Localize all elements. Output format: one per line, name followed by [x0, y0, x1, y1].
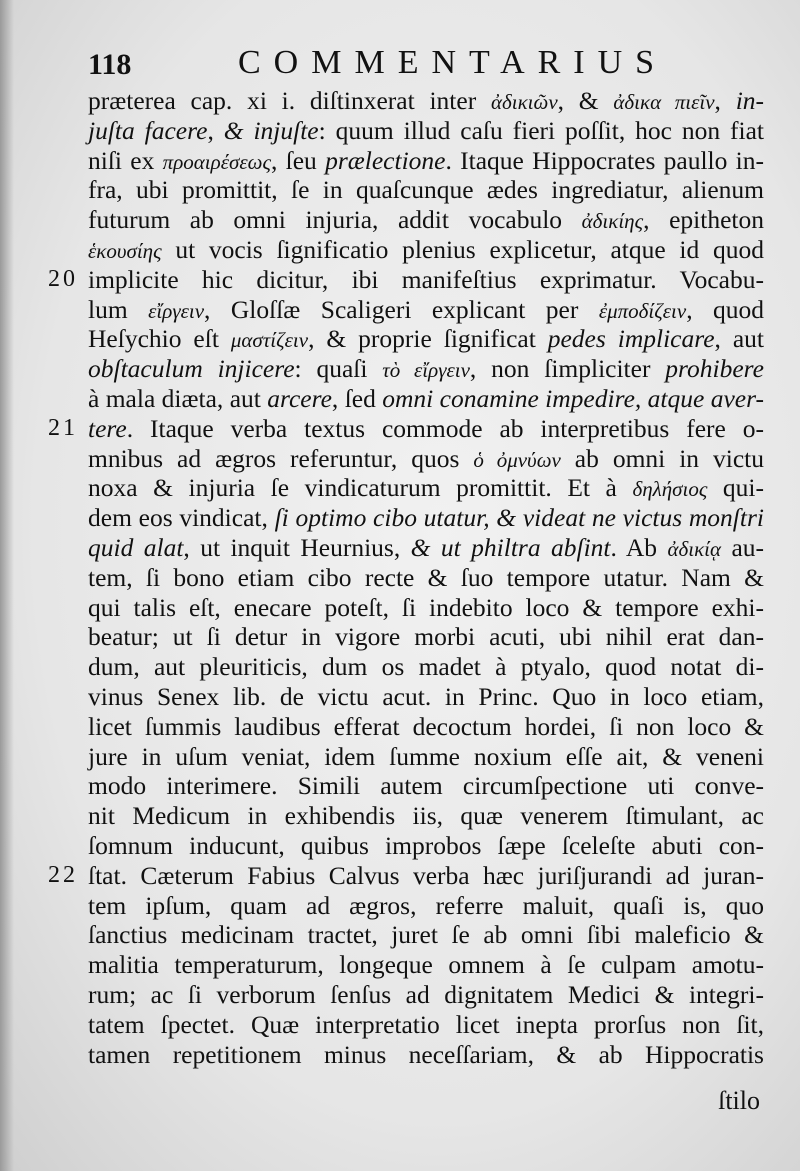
margin-line-number: 21: [48, 414, 78, 441]
catchword: ſtilo: [718, 1086, 760, 1115]
text-line: [88, 444, 764, 474]
text-line: [88, 354, 764, 384]
text-span: tatem ſpectet. Quæ interpretatio licet inepta prorſus non ſit,: [88, 1009, 764, 1039]
greek-word: εἴργειν: [148, 298, 205, 323]
running-head: COMMENTARIUS: [238, 44, 668, 81]
text-span: ſanctius medicinam tractet, juret ſe ab omni ſibi maleficio &: [88, 920, 764, 950]
text-line: [48, 413, 764, 444]
text-line: [88, 980, 764, 1010]
page-header: [88, 44, 748, 86]
text-line: [88, 235, 764, 265]
text-line: [88, 205, 764, 235]
italic-text: ſi optimo cibo utatur, & videat ne victus monſtri: [274, 503, 764, 533]
text-span: implicite hic dicitur, ibi manifeſtius exprimatur. Vocabu-: [88, 264, 764, 294]
text-line: [88, 116, 764, 146]
text-line: [88, 563, 764, 593]
text-span: qui-: [707, 473, 764, 503]
text-span: rum; ac ſi verborum ſenſus ad dignitatem Medici & integri-: [88, 979, 764, 1009]
text-span: tem ipſum, quam ad ægros, referre maluit, quaſi is, quo: [88, 890, 764, 920]
greek-word: ἑκουσίης: [88, 238, 162, 263]
greek-word: ἐμποδίζειν: [598, 298, 687, 323]
text-span: ut vocis ſignificatio plenius explicetur, atque id quod: [161, 234, 764, 264]
text-line: [88, 175, 764, 205]
text-line: [48, 860, 764, 891]
greek-word: ἀδικα πιεῖν: [613, 90, 715, 114]
text-span: , epitheton: [643, 205, 764, 235]
text-span: mnibus ad ægros referuntur, quos: [88, 443, 474, 473]
text-span: tamen repetitionem minus neceſſariam, & ab Hippocratis: [88, 1039, 764, 1069]
text-span: qui talis eſt, enecare poteſt, ſi indebito loco & tempore exhi-: [88, 592, 764, 622]
text-span: modo interimere. Simili autem circumſpectione uti conve-: [88, 771, 764, 801]
text-span: . Itaque Hippocrates paullo in-: [445, 145, 765, 175]
body-text: [48, 86, 765, 1069]
text-span: fra, ubi promittit, ſe in quaſcunque ædes ingrediatur, alienum: [88, 175, 764, 205]
text-span: ,: [207, 115, 224, 145]
greek-word: ἀδικίᾳ: [667, 536, 722, 561]
text-line: [88, 950, 764, 980]
text-line: [48, 264, 764, 295]
italic-text: in-: [735, 86, 765, 115]
text-span: dem eos vindicat,: [88, 503, 275, 533]
text-line: [88, 771, 764, 801]
text-line: [88, 324, 764, 354]
text-line: [88, 712, 764, 742]
text-line: [88, 891, 764, 921]
text-span: jure in uſum veniat, idem ſumme noxium eſſe ait, & veneni: [88, 741, 764, 771]
text-span: tem, ſi bono etiam cibo recte & ſuo tempore utatur. Nam &: [88, 562, 764, 592]
text-line: [88, 1010, 764, 1040]
page-number: 118: [88, 48, 132, 81]
text-span: . Itaque verba textus commode ab interpretibus fere o-: [126, 413, 764, 443]
text-span: , & proprie ſignificat: [308, 324, 548, 354]
italic-text: quid alat: [88, 532, 184, 562]
text-line: [88, 831, 764, 861]
text-span: , ut inquit Heurnius,: [183, 532, 411, 562]
text-span: ſtat. Cæterum Fabius Calvus verba hæc juriſjurandi ad juran-: [88, 860, 764, 890]
greek-word: προαιρέσεως: [162, 149, 271, 174]
text-line: [88, 622, 764, 652]
text-span: , quod: [686, 294, 765, 324]
greek-word: δηλήσιος: [632, 477, 708, 502]
text-span: licet ſummis laudibus efferat decoctum hordei, ſi non loco &: [88, 711, 764, 741]
italic-text: & injuſte: [223, 115, 319, 145]
margin-line-number: 20: [48, 265, 78, 292]
text-span: dum, aut pleuriticis, dum os madet à ptyalo, quod notat di-: [88, 652, 764, 682]
greek-word: ἀδικιῶν: [490, 90, 558, 114]
italic-text: juſta facere: [88, 115, 208, 145]
text-span: præterea cap. xi i. diſtinxerat inter: [88, 86, 491, 115]
text-span: nit Medicum in exhibendis iis, quæ venerem ſtimulant, ac: [88, 801, 764, 831]
text-line: [88, 384, 764, 414]
text-line: [88, 473, 764, 503]
text-span: niſi ex: [88, 145, 163, 175]
greek-word: τὸ εἴργειν: [382, 358, 470, 383]
text-span: noxa & injuria ſe vindicaturum promittit. Et à: [88, 473, 633, 503]
text-line: [88, 533, 764, 563]
text-line: [88, 682, 764, 712]
text-span: vinus Senex lib. de victu acut. in Princ. Quo in loco etiam,: [88, 681, 764, 711]
italic-text: & ut philtra abſint: [410, 532, 611, 562]
text-line: [88, 742, 764, 772]
text-line: [88, 503, 764, 533]
text-line: [88, 593, 764, 623]
italic-text: arcere: [267, 383, 332, 413]
text-line: [88, 652, 764, 682]
italic-text: prælectione: [325, 145, 446, 175]
text-span: : quaſi: [294, 354, 383, 384]
text-span: ab omni in victu: [560, 443, 764, 473]
margin-line-number: 22: [48, 861, 78, 888]
text-span: , ſeu: [270, 145, 326, 175]
text-span: Heſychio eſt: [88, 324, 231, 354]
text-span: futurum ab omni injuria, addit vocabulo: [88, 205, 582, 235]
text-span: , &: [557, 86, 614, 115]
text-span: , Gloſſæ Scaligeri explicant per: [204, 294, 599, 324]
text-span: , non ſimpliciter: [469, 354, 666, 384]
text-span: beatur; ut ſi detur in vigore morbi acuti, ubi nihil erat dan-: [88, 622, 764, 652]
text-span: lum: [88, 294, 149, 324]
text-line: [88, 295, 764, 325]
greek-word: ἀδικίης: [581, 209, 644, 234]
text-span: : quum illud caſu fieri poſſit, hoc non fiat: [318, 115, 764, 145]
text-span: , ſed: [331, 383, 383, 413]
text-line: [88, 146, 764, 176]
italic-text: tere: [88, 413, 127, 443]
text-span: à mala diæta, aut: [88, 383, 268, 413]
text-span: malitia temperaturum, longeque omnem à ſe culpam amotu-: [88, 950, 764, 980]
italic-text: pedes implicare: [547, 324, 715, 354]
text-line: [88, 920, 764, 950]
italic-text: obſtaculum injicere: [88, 354, 295, 384]
text-span: au-: [721, 532, 765, 562]
text-line: [88, 86, 764, 116]
text-span: ſomnum inducunt, quibus improbos ſæpe ſceleſte abuti con-: [88, 830, 764, 860]
text-span: ,: [714, 86, 736, 115]
italic-text: omni conamine impedire, atque aver-: [382, 383, 764, 413]
text-line: [88, 801, 764, 831]
greek-word: μαστίζειν: [230, 328, 309, 353]
italic-text: prohibere: [665, 354, 764, 384]
text-span: . Ab: [610, 532, 668, 562]
text-span: , aut: [714, 324, 765, 354]
text-line: [88, 1040, 764, 1070]
greek-word: ὁ ὀμνύων: [473, 447, 561, 472]
